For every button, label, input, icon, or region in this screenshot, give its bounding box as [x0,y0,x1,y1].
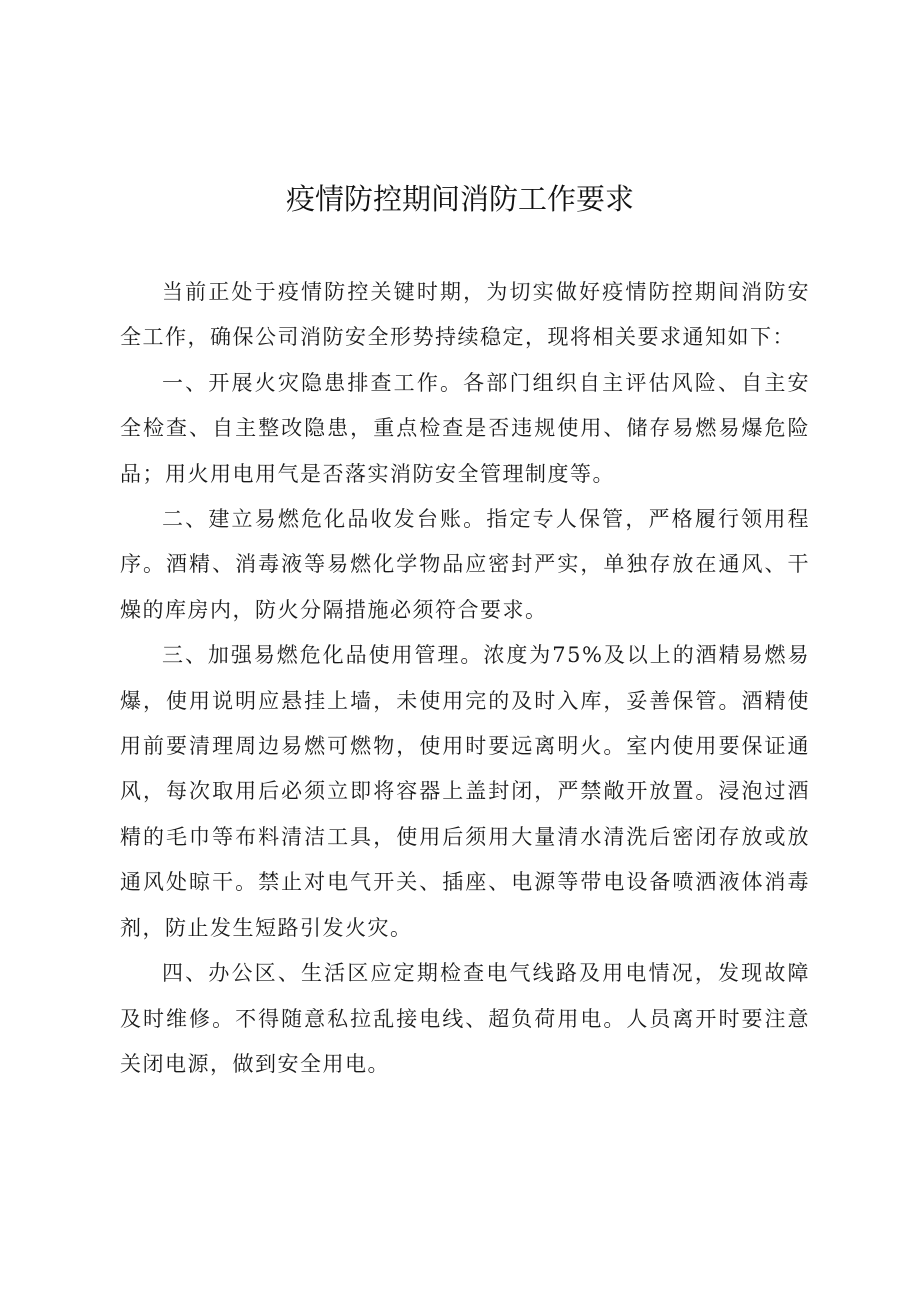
document-title: 疫情防控期间消防工作要求 [285,182,634,216]
paragraph-intro: 当前正处于疫情防控关键时期，为切实做好疫情防控期间消防安全工作，确保公司消防安全形势持续稳定，现将相关要求通知如下： [120,280,810,350]
paragraph-item-1: 一、开展火灾隐患排查工作。各部门组织自主评估风险、自主安全检查、自主整改隐患，重点检查是否违规使用、储存易燃易爆危险品；用火用电用气是否落实消防安全管理制度等。 [120,370,810,486]
paragraph-item-3: 三、加强易燃危化品使用管理。浓度为75%及以上的酒精易燃易爆，使用说明应悬挂上墙，未使用完的及时入库，妥善保管。酒精使用前要清理周边易燃可燃物，使用时要远离明火。室内使用要保证通风，每次取用后必须立即将容器上盖封闭，严禁敞开放置。浸泡过酒精的毛巾等布料清洁工具，使用后须用大量清水清洗后密闭存放或放通风处晾干。禁止对电气开关、插座、电源等带电设备喷洒液体消毒剂，防止发生短路引发火灾。 [120,643,810,940]
document-body [120,270,810,1087]
paragraph-item-4: 四、办公区、生活区应定期检查电气线路及用电情况，发现故障及时维修。不得随意私拉乱接电线、超负荷用电。人员离开时要注意关闭电源，做到安全用电。 [120,961,810,1076]
paragraph-item-2: 二、建立易燃危化品收发台账。指定专人保管，严格履行领用程序。酒精、消毒液等易燃化学物品应密封严实，单独存放在通风、干燥的库房内，防火分隔措施必须符合要求。 [120,507,810,622]
